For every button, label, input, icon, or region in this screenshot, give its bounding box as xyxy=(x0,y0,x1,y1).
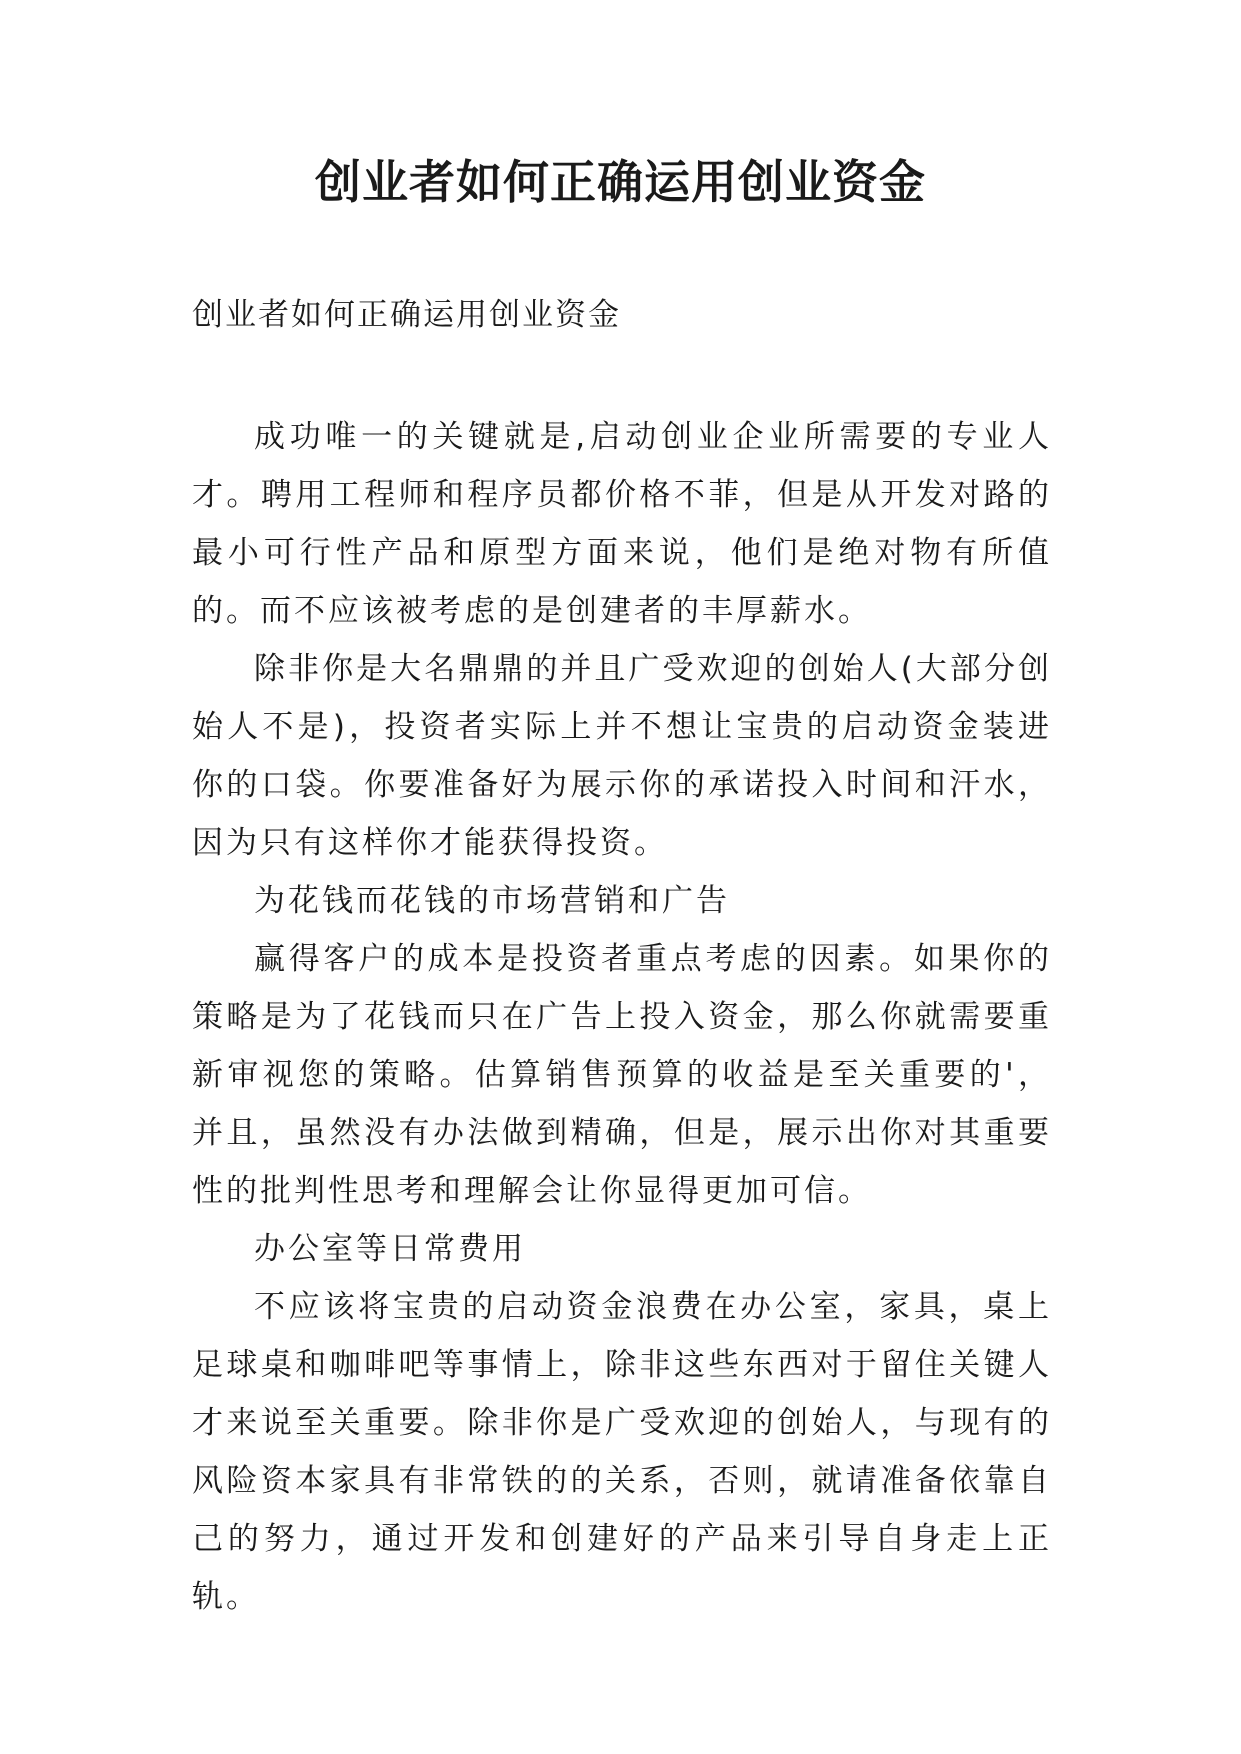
section-heading: 办公室等日常费用 xyxy=(254,1231,526,1267)
paragraph: 赢得客户的成本是投资者重点考虑的因素。如果你的策略是为了花钱而只在广告上投入资金，那么你就需要重新审视您的策略。估算销售预算的收益是至关重要的'，并且，虽然没有办法做到精确，但是，展示出你对其重要性的批判性思考和理解会让你显得更加可信。 xyxy=(192,941,1052,1209)
paragraph: 成功唯一的关键就是,启动创业企业所需要的专业人才。聘用工程师和程序员都价格不菲，但是从开发对路的最小可行性产品和原型方面来说，他们是绝对物有所值的。而不应该被考虑的是创建者的丰厚薪水。 xyxy=(192,419,1052,629)
document-body xyxy=(192,408,1052,1626)
section-heading: 为花钱而花钱的市场营销和广告 xyxy=(254,883,730,919)
paragraph: 除非你是大名鼎鼎的并且广受欢迎的创始人(大部分创始人不是)，投资者实际上并不想让宝贵的启动资金装进你的口袋。你要准备好为展示你的承诺投入时间和汗水，因为只有这样你才能获得投资。 xyxy=(192,651,1052,861)
document-title: 创业者如何正确运用创业资金 xyxy=(315,155,926,209)
paragraph: 不应该将宝贵的启动资金浪费在办公室，家具，桌上足球桌和咖啡吧等事情上，除非这些东西对于留住关键人才来说至关重要。除非你是广受欢迎的创始人，与现有的风险资本家具有非常铁的的关系，否则，就请准备依靠自己的努力，通过开发和创建好的产品来引导自身走上正轨。 xyxy=(192,1289,1052,1615)
document-subtitle: 创业者如何正确运用创业资金 xyxy=(192,297,621,333)
